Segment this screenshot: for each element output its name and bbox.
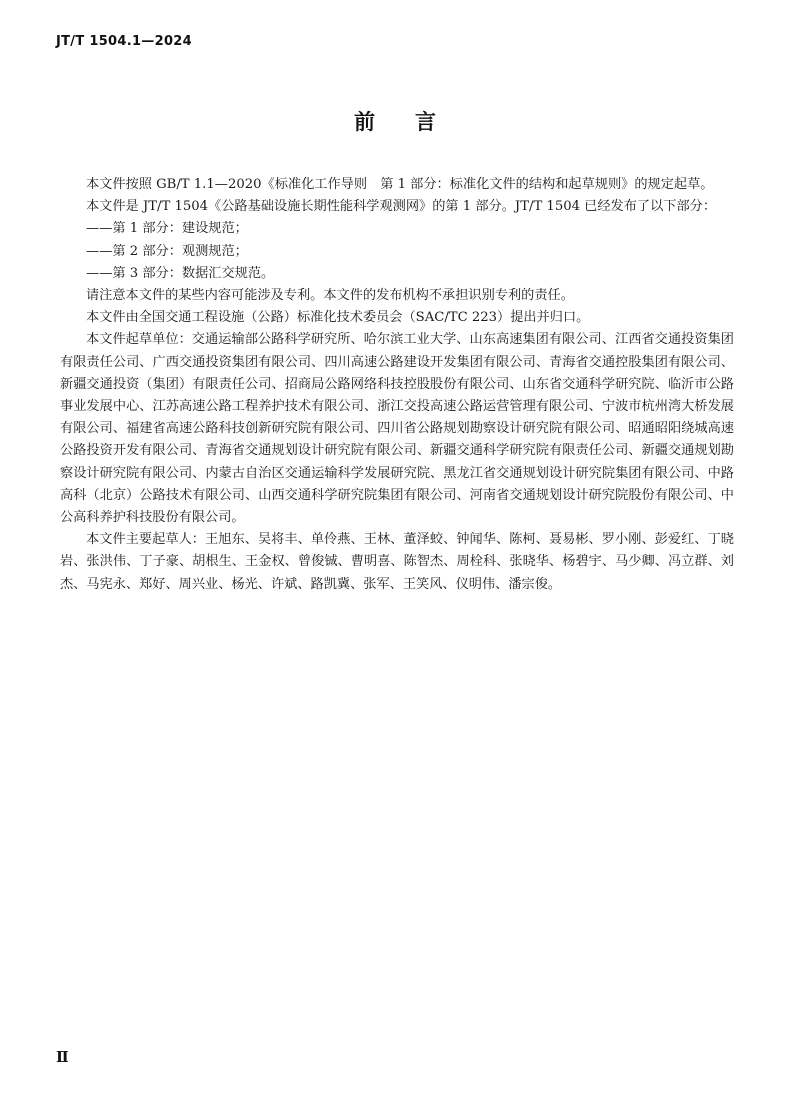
list-item-part-3: ——第 3 部分：数据汇交规范。 [86,265,275,281]
page-title: 前言 [354,110,476,134]
document-code: JT/T 1504.1—2024 [56,34,192,49]
paragraph-patent-notice: 请注意本文件的某些内容可能涉及专利。本文件的发布机构不承担识别专利的责任。 [86,288,574,304]
foreword-body [60,174,734,596]
paragraph-drafting-units: 本文件起草单位：交通运输部公路科学研究所、哈尔滨工业大学、山东高速集团有限公司、江西省交通投资集团有限责任公司、广西交通投资集团有限公司、四川高速公路建设开发集团有限公司、青海省交通控股集团有限公司、新疆交通投资（集团）有限责任公司、招商局公路网络科技控股股份有限公司、山东省交通科学研究院、临沂市公路事业发展中心、江苏高速公路工程养护技术有限公司、浙江交投高速公路运营管理有限公司、宁波市杭州湾大桥发展有限公司、福建省高速公路科技创新研究院有限公司、四川省公路规划勘察设计研究院有限公司、昭通昭阳绕城高速公路投资开发有限公司、青海省交通规划设计研究院有限公司、新疆交通科学研究院有限责任公司、新疆交通规划勘察设计研究院有限公司、内蒙古自治区交通运输科学发展研究院、黑龙江省交通规划设计研究院集团有限公司、中路高科（北京）公路技术有限公司、山西交通科学研究院集团有限公司、河南省交通规划设计研究院股份有限公司、中公高科养护科技股份有限公司。 [60,332,734,526]
page-number: Ⅱ [56,1048,69,1066]
paragraph-drafting-rules: 本文件按照 GB/T 1.1—2020《标准化工作导则 第 1 部分：标准化文件的结构和起草规则》的规定起草。 [86,177,714,192]
paragraph-proposer: 本文件由全国交通工程设施（公路）标准化技术委员会（SAC/TC 223）提出并归口。 [86,310,590,326]
paragraph-series-parts: 本文件是 JT/T 1504《公路基础设施长期性能科学观测网》的第 1 部分。JT/T 1504 已经发布了以下部分： [86,199,717,215]
list-item-part-1: ——第 1 部分：建设规范； [86,221,248,237]
list-item-part-2: ——第 2 部分：观测规范； [86,243,248,259]
paragraph-drafters: 本文件主要起草人：王旭东、吴将丰、单伶燕、王林、董泽蛟、钟闻华、陈柯、聂易彬、罗小刚、彭爱红、丁晓岩、张洪伟、丁子豪、胡根生、王金权、曾俊铖、曹明喜、陈智杰、周栓科、张晓华、杨碧宇、马少卿、冯立群、刘杰、马宪永、郑好、周兴业、杨光、许斌、路凯冀、张军、王笑风、仪明伟、潘宗俊。 [60,532,734,592]
